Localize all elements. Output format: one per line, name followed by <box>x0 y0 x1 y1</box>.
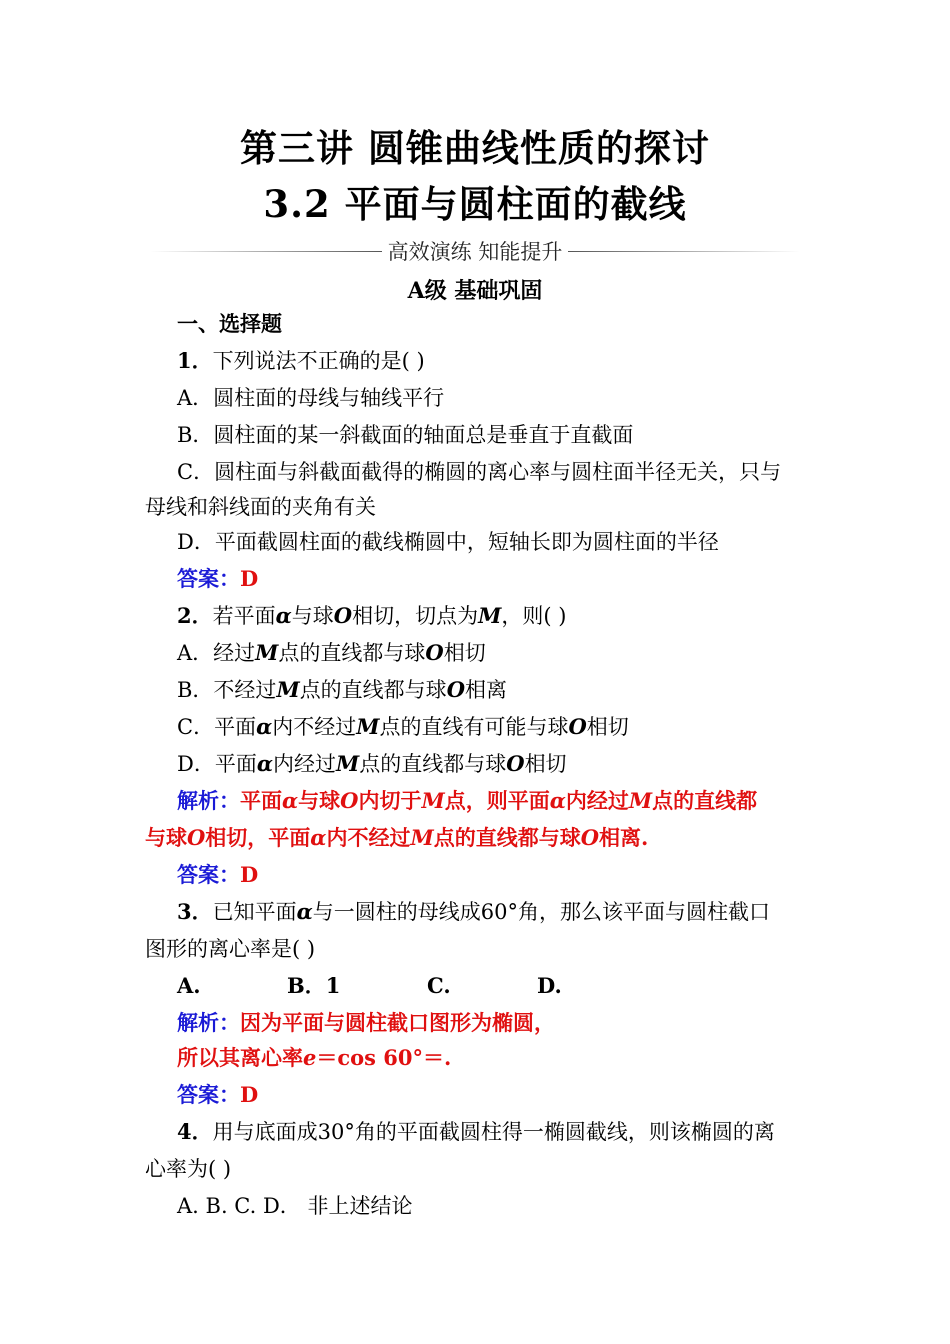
banner-divider <box>150 236 800 266</box>
q2-answer: 答案：D <box>177 862 259 887</box>
q3-options <box>145 973 857 999</box>
q3-explanation: 解析：因为平面与圆柱截口图形为椭圆， <box>177 1010 555 1035</box>
q2-explanation-cont: 与球O相切，平面α内不经过M点的直线都与球O相离. <box>145 825 649 850</box>
q4-stem: 4．用与底面成30°角的平面截圆柱得一椭圆截线，则该椭圆的离 <box>177 1119 775 1144</box>
q3-stem-cont: 图形的离心率是( ) <box>145 937 316 961</box>
q1-answer: 答案：D <box>177 566 259 591</box>
q4-options: A. B. C. D． 非上述结论 <box>177 1194 413 1218</box>
q3-stem: 3．已知平面α与一圆柱的母线成60°角，那么该平面与圆柱截口 <box>177 899 771 924</box>
q2-option-b: B．不经过M点的直线都与球O相离 <box>177 677 507 702</box>
banner-text: 高效演练 知能提升 <box>387 240 563 264</box>
q2-option-a: A．经过M点的直线都与球O相切 <box>177 640 486 665</box>
q1-option-c: C．圆柱面与斜截面截得的椭圆的离心率与圆柱面半径无关，只与 <box>177 460 782 484</box>
section-heading: 一、选择题 <box>177 311 282 336</box>
q1-option-a: A．圆柱面的母线与轴线平行 <box>177 386 445 410</box>
level-heading: A级 基础巩固 <box>407 278 543 304</box>
divider-line-right <box>568 251 800 252</box>
q2-stem: 2．若平面α与球O相切，切点为M，则( ) <box>177 603 567 628</box>
q1-option-b: B．圆柱面的某一斜截面的轴面总是垂直于直截面 <box>177 423 634 447</box>
q1-option-d: D．平面截圆柱面的截线椭圆中，短轴长即为圆柱面的半径 <box>177 530 719 554</box>
q3-option-c: C. <box>427 973 451 998</box>
q3-option-b: B．1 <box>287 973 341 998</box>
q2-option-d: D．平面α内经过M点的直线都与球O相切 <box>177 751 567 776</box>
q4-stem-cont: 心率为( ) <box>145 1157 232 1181</box>
chapter-title: 第三讲 圆锥曲线性质的探讨 <box>240 126 710 170</box>
divider-line-left <box>150 251 382 252</box>
q2-explanation: 解析：平面α与球O内切于M点，则平面α内经过M点的直线都 <box>177 788 758 813</box>
q1-option-c-cont: 母线和斜线面的夹角有关 <box>145 495 376 519</box>
q1-stem: 1．下列说法不正确的是( ) <box>177 348 425 373</box>
section-title: 3.2 平面与圆柱面的截线 <box>263 182 687 226</box>
q3-explanation-cont: 所以其离心率e＝cos 60°＝. <box>177 1045 452 1070</box>
q3-option-d: D. <box>537 973 562 998</box>
q3-answer: 答案：D <box>177 1082 259 1107</box>
q2-option-c: C．平面α内不经过M点的直线有可能与球O相切 <box>177 714 629 739</box>
q3-option-a: A. <box>177 973 201 998</box>
